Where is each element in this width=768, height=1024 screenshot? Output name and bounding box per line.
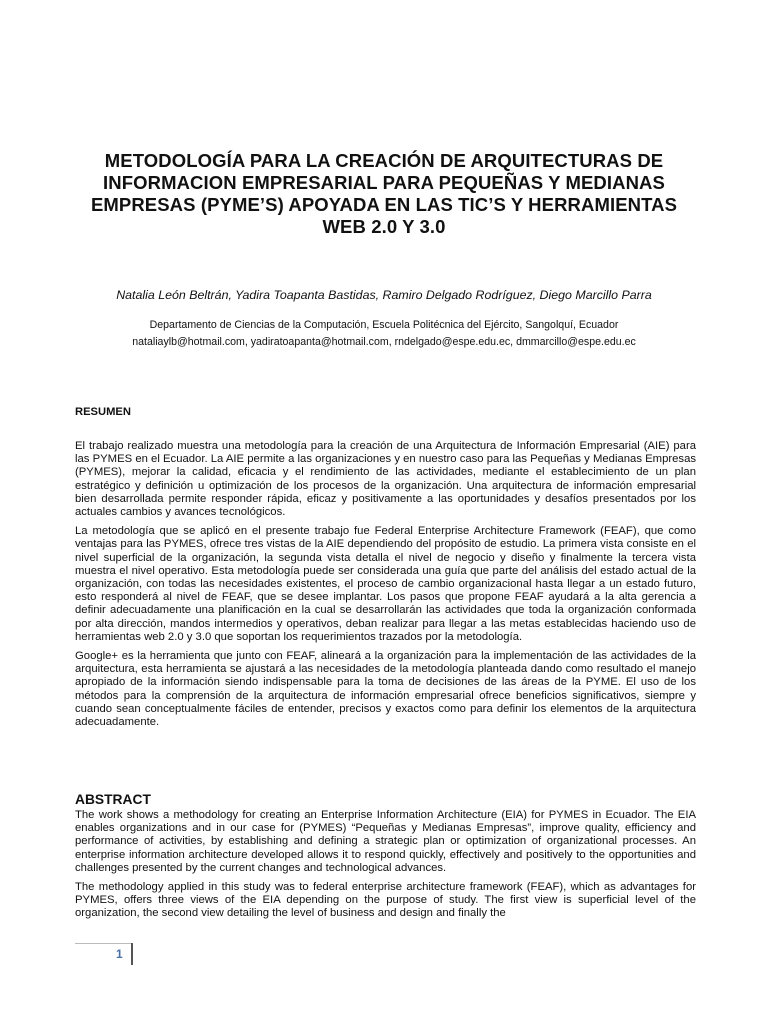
abstract-body [75, 809, 696, 943]
footer-rule [75, 943, 131, 944]
affiliation: Departamento de Ciencias de la Computación, Escuela Politécnica del Ejército, Sangolquí, Ecuador [149, 319, 619, 331]
resumen-body [75, 440, 696, 735]
resumen-heading: RESUMEN [75, 406, 131, 418]
abstract-paragraph: The work shows a methodology for creating an Enterprise Information Architecture (EIA) for PYMES in Ecuador. The EIA enables organizations and in our case for (PYMES) “Pequeñas y Medianas Empresas”, improve quality, efficiency and performance of activities, by establishing and defining a strategic plan or optimization of organizational processes. An enterprise information architecture developed allows it to respond quickly, effectively and positively to the opportunities and challenges presented by the current changes and technological advances. [75, 809, 696, 874]
abstract-heading: ABSTRACT [75, 792, 151, 807]
resumen-paragraph: Google+ es la herramienta que junto con FEAF, alineará a la organización para la implementación de las actividades de la arquitectura, esta herramienta se ajustará a las necesidades de la metodología planteada dando como resultado el manejo apropiado de la información siendo indispensable para la toma de decisiones de las áreas de la PYME. El uso de los métodos para la comprensión de la arquitectura de información empresarial ofrece beneficios significativos, siempre y cuando sean conceptualmente fáciles de entender, precisos y exactos como para definir los elementos de la arquitectura adecuadamente. [75, 650, 696, 729]
author-list: Natalia León Beltrán, Yadira Toapanta Bastidas, Ramiro Delgado Rodríguez, Diego Marcillo Parra [116, 288, 652, 302]
resumen-paragraph: El trabajo realizado muestra una metodología para la creación de una Arquitectura de Información Empresarial (AIE) para las PYMES en el Ecuador. La AIE permite a las organizaciones y en nuestro caso para las Pequeñas y Medianas Empresas (PYMES), mejorar la calidad, eficacia y el rendimiento de las actividades, mediante el establecimiento de un plan estratégico y definición u optimización de los procesos de la organización. Una arquitectura de información empresarial bien desarrollada permite responder rápida, eficaz y positivamente a las oportunidades y desafíos presentados por los actuales cambios y avances tecnológicos. [75, 440, 696, 519]
paper-title: METODOLOGÍA PARA LA CREACIÓN DE ARQUITECTURAS DE INFORMACION EMPRESARIAL PARA PEQUEÑAS Y MEDIANAS EMPRESAS (PYME’S) APOYADA EN LAS TIC’S Y HERRAMIENTAS WEB 2.0 Y 3.0 [90, 150, 678, 237]
footer-divider [131, 943, 133, 965]
author-emails: nataliaylb@hotmail.com, yadiratoapanta@hotmail.com, rndelgado@espe.edu.ec, dmmarcillo@espe.edu.ec [132, 336, 636, 348]
resumen-paragraph: La metodología que se aplicó en el presente trabajo fue Federal Enterprise Architecture Framework (FEAF), que como ventajas para las PYMES, ofrece tres vistas de la AIE dependiendo del propósito de estudio. La primera vista consiste en el nivel superficial de la organización, la segunda vista detalla el nivel de negocio y diseño y finalmente la tercera vista muestra el nivel operativo. Esta metodología puede ser considerada una guía que parte del análisis del estado actual de la organización, con todas las necesidades existentes, el proceso de cambio organizacional hasta llegar a un estado futuro, esto responderá al nivel de FEAF, que se desee implantar. Los pasos que propone FEAF ayudará a la alta gerencia a definir adecuadamente una planificación en la cual se desarrollarán las actividades que toda la organización conformada por alta dirección, mandos intermedios y operativos, deban realizar para llegar a las metas establecidas haciendo uso de herramientas web 2.0 y 3.0 que soportan los requerimientos trazados por la metodología. [75, 525, 696, 643]
page-number: 1 [116, 947, 123, 961]
abstract-paragraph: The methodology applied in this study was to federal enterprise architecture framework (FEAF), which as advantages for PYMES, offers three views of the EIA depending on the purpose of study. The first view is superficial level of the organization, the second view detailing the level of business and design and finally the [75, 881, 696, 920]
